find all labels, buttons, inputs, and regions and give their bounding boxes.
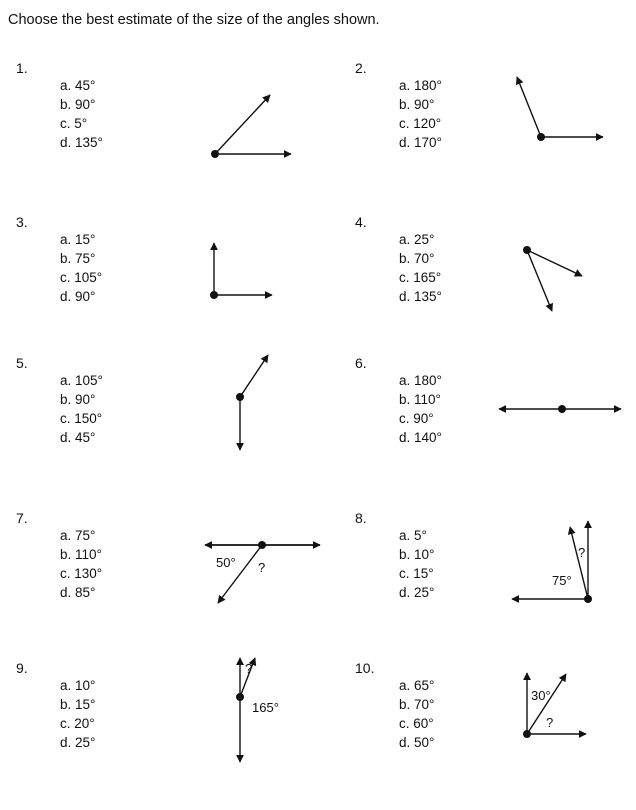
unknown-angle-label: ? bbox=[245, 661, 253, 676]
vertex-dot bbox=[236, 393, 244, 401]
angle-figure-10 bbox=[523, 673, 586, 738]
angle-figure-5 bbox=[236, 355, 268, 450]
choice-c: c. 60° bbox=[399, 716, 434, 731]
choice-c: c. 5° bbox=[60, 116, 88, 131]
choice-a: a. 5° bbox=[399, 528, 427, 543]
choice-d: d. 25° bbox=[60, 735, 96, 750]
choice-d: d. 135° bbox=[399, 289, 442, 304]
unknown-angle-label: ? bbox=[258, 560, 266, 575]
choice-d: d. 170° bbox=[399, 135, 442, 150]
choice-b: b. 90° bbox=[60, 392, 96, 407]
angle-figure-1 bbox=[211, 95, 291, 158]
known-angle-label: 30° bbox=[531, 688, 551, 703]
choice-b: b. 15° bbox=[60, 697, 96, 712]
choice-a: a. 45° bbox=[60, 78, 96, 93]
vertex-dot bbox=[211, 150, 219, 158]
vertex-dot bbox=[558, 405, 566, 413]
known-angle-label: 75° bbox=[552, 573, 572, 588]
choice-c: c. 120° bbox=[399, 116, 442, 131]
problem-number: 8. bbox=[355, 510, 367, 526]
known-angle-label: 165° bbox=[252, 700, 279, 715]
vertex-dot bbox=[537, 133, 545, 141]
choice-b: b. 110° bbox=[399, 392, 441, 407]
choice-b: b. 90° bbox=[399, 97, 435, 112]
choice-a: a. 105° bbox=[60, 373, 103, 388]
angle-figure-2 bbox=[517, 77, 603, 141]
instructions: Choose the best estimate of the size of the angles shown. bbox=[8, 12, 380, 28]
choice-d: d. 90° bbox=[60, 289, 96, 304]
ray bbox=[517, 77, 541, 137]
problem-number: 1. bbox=[16, 60, 28, 76]
choice-a: a. 180° bbox=[399, 78, 442, 93]
problem-number: 7. bbox=[16, 510, 28, 526]
vertex-dot bbox=[210, 291, 218, 299]
problem-number: 9. bbox=[16, 660, 28, 676]
choice-a: a. 75° bbox=[60, 528, 96, 543]
problem-number: 5. bbox=[16, 355, 28, 371]
choice-d: d. 85° bbox=[60, 585, 96, 600]
ray bbox=[215, 95, 270, 154]
angle-figure-6 bbox=[499, 405, 621, 413]
choice-a: a. 25° bbox=[399, 232, 435, 247]
ray bbox=[218, 545, 262, 603]
ray bbox=[527, 250, 582, 276]
angle-figure-8 bbox=[512, 521, 592, 603]
choice-b: b. 10° bbox=[399, 547, 435, 562]
choice-a: a. 15° bbox=[60, 232, 96, 247]
choice-c: c. 165° bbox=[399, 270, 442, 285]
choice-d: d. 140° bbox=[399, 430, 442, 445]
problem-number: 3. bbox=[16, 214, 28, 230]
choice-c: c. 105° bbox=[60, 270, 103, 285]
unknown-angle-label: ? bbox=[578, 545, 586, 560]
choice-d: d. 50° bbox=[399, 735, 435, 750]
problem-number: 6. bbox=[355, 355, 367, 371]
problem-number: 10. bbox=[355, 660, 375, 676]
choice-c: c. 130° bbox=[60, 566, 103, 581]
known-angle-label: 50° bbox=[216, 555, 236, 570]
choice-c: c. 20° bbox=[60, 716, 95, 731]
unknown-angle-label: ? bbox=[546, 715, 554, 730]
problem-number: 2. bbox=[355, 60, 367, 76]
choice-a: a. 10° bbox=[60, 678, 96, 693]
choice-b: b. 90° bbox=[60, 97, 96, 112]
vertex-dot bbox=[258, 541, 266, 549]
ray bbox=[240, 355, 268, 397]
choice-d: d. 135° bbox=[60, 135, 103, 150]
choice-a: a. 180° bbox=[399, 373, 442, 388]
choice-c: c. 90° bbox=[399, 411, 434, 426]
choice-c: c. 150° bbox=[60, 411, 103, 426]
ray bbox=[527, 250, 552, 311]
choice-d: d. 45° bbox=[60, 430, 96, 445]
vertex-dot bbox=[523, 730, 531, 738]
choice-b: b. 70° bbox=[399, 697, 435, 712]
choice-c: c. 15° bbox=[399, 566, 434, 581]
vertex-dot bbox=[584, 595, 592, 603]
angle-figure-4 bbox=[523, 246, 582, 311]
choice-b: b. 75° bbox=[60, 251, 96, 266]
vertex-dot bbox=[236, 693, 244, 701]
choice-a: a. 65° bbox=[399, 678, 435, 693]
choice-d: d. 25° bbox=[399, 585, 435, 600]
ray bbox=[570, 527, 588, 599]
choice-b: b. 70° bbox=[399, 251, 435, 266]
choice-b: b. 110° bbox=[60, 547, 102, 562]
problem-number: 4. bbox=[355, 214, 367, 230]
angle-figure-3 bbox=[210, 243, 272, 299]
vertex-dot bbox=[523, 246, 531, 254]
